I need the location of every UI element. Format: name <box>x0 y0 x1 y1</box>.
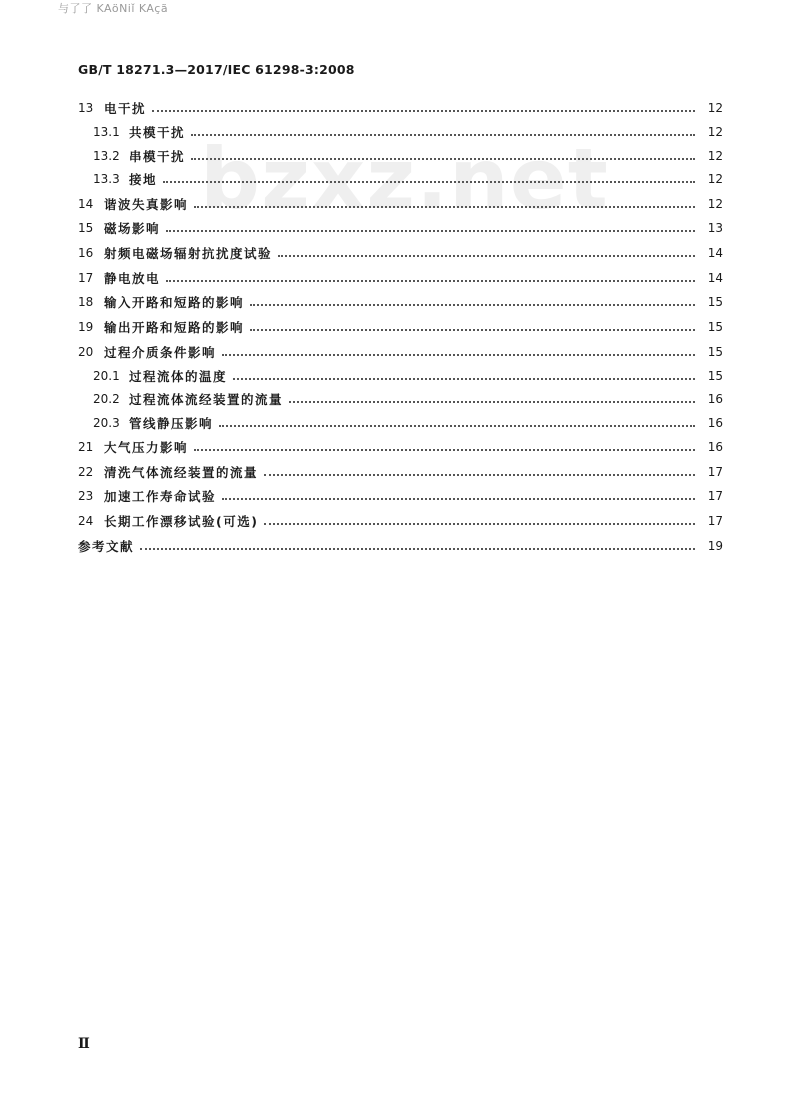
toc-entry-number: 21 <box>78 439 94 454</box>
toc-entry-page: 15 <box>707 319 723 334</box>
toc-entry-number: 18 <box>78 295 94 310</box>
toc-entry-title: 磁场影响 <box>104 221 161 237</box>
dot-leader <box>166 280 695 282</box>
toc-entry-page: 19 <box>707 538 723 553</box>
toc-entry-number: 13.3 <box>93 172 120 187</box>
toc-entry-title: 输入开路和短路的影响 <box>104 295 245 311</box>
toc-entry-number: 14 <box>78 196 94 211</box>
toc-entry-page: 15 <box>707 295 723 310</box>
toc-entry-page: 16 <box>707 439 723 454</box>
toc-entry[interactable] <box>78 191 723 216</box>
toc-entry-title: 谐波失真影响 <box>104 196 189 212</box>
toc-entry[interactable] <box>78 144 723 168</box>
toc-entry-title: 清洗气体流经装置的流量 <box>104 464 259 480</box>
toc-entry-page: 17 <box>707 489 723 504</box>
dot-leader <box>194 206 695 208</box>
toc-entry-title: 射频电磁场辐射抗扰度试验 <box>104 245 273 261</box>
toc-entry-number: 13.1 <box>93 125 120 140</box>
toc-entry-title: 输出开路和短路的影响 <box>104 319 245 335</box>
dot-leader <box>222 354 695 356</box>
toc-entry-page: 12 <box>707 101 723 116</box>
toc-entry[interactable] <box>78 509 723 534</box>
dot-leader <box>233 378 695 380</box>
toc-entry[interactable] <box>78 216 723 241</box>
toc-entry-title: 管线静压影响 <box>129 415 214 431</box>
dot-leader <box>250 329 695 331</box>
toc-entry-page: 15 <box>707 368 723 383</box>
toc-entry-page: 14 <box>707 245 723 260</box>
toc-entry-number: 19 <box>78 319 94 334</box>
dot-leader <box>166 230 695 232</box>
dot-leader <box>264 474 695 476</box>
toc-entry-title: 加速工作寿命试验 <box>104 489 217 505</box>
toc-entry[interactable] <box>78 265 723 290</box>
toc-entry-title: 过程流体的温度 <box>129 368 228 384</box>
toc-entry-number: 13 <box>78 101 94 116</box>
toc-entry-title: 长期工作漂移试验(可选) <box>104 513 259 529</box>
toc-entry-number: 16 <box>78 245 94 260</box>
toc-entry-number: 17 <box>78 270 94 285</box>
dot-leader <box>163 181 695 183</box>
toc-entry-title: 接地 <box>129 172 158 188</box>
table-of-contents <box>78 96 723 558</box>
toc-entry-page: 17 <box>707 464 723 479</box>
toc-entry-title: 串模干扰 <box>129 148 186 164</box>
dot-leader <box>191 158 695 160</box>
dot-leader <box>152 110 695 112</box>
toc-entry-title: 参考文献 <box>78 538 135 554</box>
toc-entry-title: 静电放电 <box>104 270 161 286</box>
toc-entry-number: 20.3 <box>93 415 120 430</box>
toc-entry[interactable] <box>78 339 723 364</box>
toc-entry-title: 共模干扰 <box>129 125 186 141</box>
toc-entry-page: 16 <box>707 392 723 407</box>
toc-entry-page: 15 <box>707 344 723 359</box>
dot-leader <box>222 498 695 500</box>
toc-entry-page: 12 <box>707 148 723 163</box>
dot-leader <box>219 425 695 427</box>
toc-entry[interactable] <box>78 121 723 145</box>
toc-entry-number: 20.1 <box>93 368 120 383</box>
toc-entry[interactable] <box>78 241 723 266</box>
dot-leader <box>278 255 695 257</box>
toc-entry[interactable] <box>78 459 723 484</box>
dot-leader <box>289 401 695 403</box>
toc-entry-number: 24 <box>78 513 94 528</box>
toc-entry-title: 过程流体流经装置的流量 <box>129 392 284 408</box>
toc-entry-number: 20.2 <box>93 392 120 407</box>
toc-entry-number: 20 <box>78 344 94 359</box>
dot-leader <box>194 449 695 451</box>
toc-entry-number: 23 <box>78 489 94 504</box>
toc-entry[interactable] <box>78 484 723 509</box>
toc-entry[interactable] <box>78 533 723 558</box>
toc-entry-title: 过程介质条件影响 <box>104 344 217 360</box>
dot-leader <box>191 134 695 136</box>
dot-leader <box>264 523 695 525</box>
toc-entry-page: 14 <box>707 270 723 285</box>
toc-entry-page: 12 <box>707 125 723 140</box>
top-strip-text: 与了了 KAöNiǐ KAçã <box>58 2 169 15</box>
toc-entry-title: 电干扰 <box>104 101 147 117</box>
toc-entry-number: 13.2 <box>93 148 120 163</box>
toc-entry-page: 16 <box>707 415 723 430</box>
toc-entry-page: 12 <box>707 196 723 211</box>
toc-entry[interactable] <box>78 315 723 340</box>
toc-entry-number: 22 <box>78 464 94 479</box>
page-number: Ⅱ <box>78 1036 90 1052</box>
standard-header: GB/T 18271.3—2017/IEC 61298-3:2008 <box>78 62 355 77</box>
toc-entry[interactable] <box>78 96 723 121</box>
toc-entry[interactable] <box>78 435 723 460</box>
toc-entry[interactable] <box>78 388 723 412</box>
toc-entry-page: 13 <box>707 221 723 236</box>
toc-entry-number: 15 <box>78 221 94 236</box>
watermark: bzxz.net <box>200 130 609 228</box>
toc-entry[interactable] <box>78 290 723 315</box>
dot-leader <box>140 548 695 550</box>
toc-entry[interactable] <box>78 168 723 192</box>
toc-entry-title: 大气压力影响 <box>104 439 189 455</box>
toc-entry[interactable] <box>78 411 723 435</box>
dot-leader <box>250 304 695 306</box>
toc-entry[interactable] <box>78 364 723 388</box>
toc-entry-page: 17 <box>707 513 723 528</box>
toc-entry-page: 12 <box>707 172 723 187</box>
